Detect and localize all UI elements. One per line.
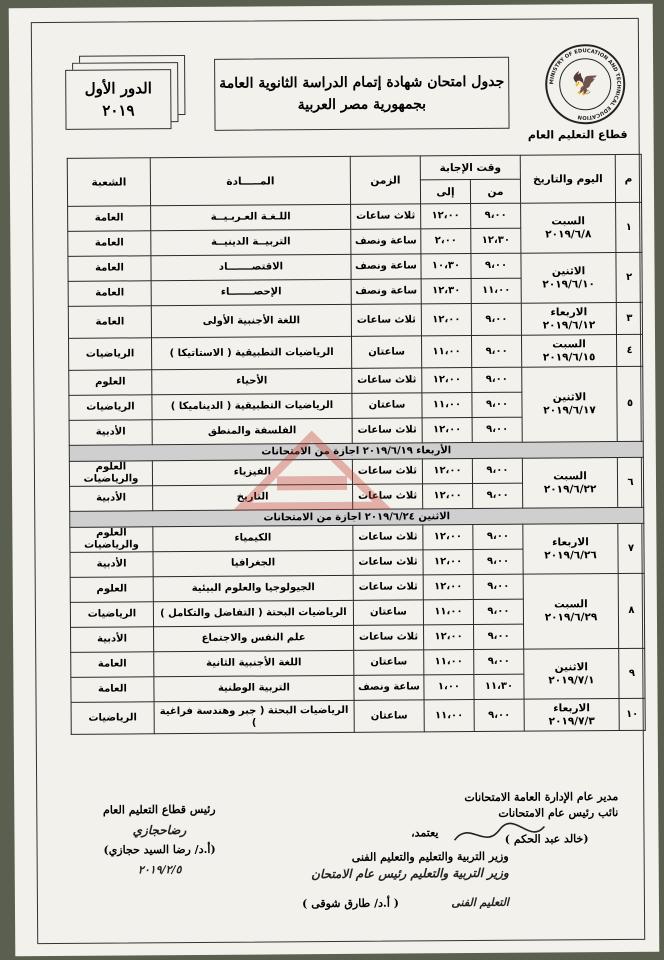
row-number: ٢ <box>616 252 642 302</box>
duration: ثلاث ساعات <box>354 625 424 650</box>
exam-date: ٢٠١٩/٦/٢٢ <box>543 482 597 496</box>
branch: الأدبية <box>71 627 154 653</box>
svg-text:MINISTRY OF EDUCATION AND TECH: MINISTRY OF EDUCATION AND TECHNICAL EDUCATION <box>549 48 622 121</box>
exam-date: ٢٠١٩/٦/٢٦ <box>544 548 597 562</box>
duration: ثلاث ساعات <box>353 484 423 509</box>
subject: الرياضيات التطبيقية ( الديناميكا ) <box>152 393 352 419</box>
row-number: ٧ <box>618 523 644 573</box>
left-handwritten-signature: رضاحجازي <box>132 823 187 838</box>
branch: العامة <box>68 256 151 282</box>
time-to: ١٠،٣٠ <box>421 254 471 279</box>
row-number: ٩ <box>619 648 645 698</box>
branch: الأدبية <box>70 486 153 512</box>
time-from: ٩،٠٠ <box>472 367 522 392</box>
time-from: ١٢،٣٠ <box>471 228 521 253</box>
subject: التاريخ <box>153 484 353 510</box>
holiday-note: الاثنين ٢٠١٩/٦/٢٤ اجازة من الامتحانات <box>70 507 644 527</box>
day-date <box>523 574 619 650</box>
duration: ثلاث ساعات <box>353 525 423 550</box>
header-subject: المـــــادة <box>150 156 350 205</box>
duration: ساعة ونصف <box>354 675 424 700</box>
branch: الأدبية <box>70 552 153 578</box>
day-name: الاربعاء <box>552 535 589 548</box>
table-row <box>69 366 643 395</box>
time-from: ٩،٠٠ <box>472 392 522 417</box>
stamp-text: وزير التربية والتعليم رئيس عام الامتحان <box>311 865 509 882</box>
time-to: ١٢،٠٠ <box>423 550 473 575</box>
subject: الكيمياء <box>153 525 353 551</box>
time-to: ١٢،٠٠ <box>423 525 473 550</box>
document-page <box>9 4 660 956</box>
day-name: الاثنين <box>554 660 589 673</box>
exam-date: ٢٠١٩/٦/٢٩ <box>544 611 598 624</box>
table-row <box>68 202 642 231</box>
header-num: م <box>615 154 641 202</box>
duration: ثلاث ساعات <box>353 575 423 600</box>
round-badge <box>65 55 190 134</box>
signature-center <box>302 825 509 912</box>
row-number: ٨ <box>618 573 645 648</box>
center-signer-title: وزير التربية والتعليم والتعليم الفنى <box>351 849 509 864</box>
time-from: ٩،٠٠ <box>473 524 523 549</box>
duration: ساعة ونصف <box>351 229 421 254</box>
branch: الأدبية <box>69 420 152 446</box>
round-label: الدور الأول <box>84 79 152 98</box>
duration: ثلاث ساعات <box>352 459 422 484</box>
header-duration: الزمن <box>350 156 420 204</box>
day-date <box>524 699 619 732</box>
header-day-date: اليوم والتاريخ <box>520 155 615 204</box>
approval-label: يعتمد، <box>411 826 439 840</box>
day-date <box>521 203 616 254</box>
exam-date: ٢٠١٩/٦/١٥ <box>542 350 596 364</box>
subject: الإحصـــــــاء <box>151 279 351 305</box>
sector-label: قطاع التعليم العام <box>527 127 628 142</box>
branch: العامة <box>71 652 154 678</box>
badge-front-sheet <box>65 69 171 130</box>
row-number: ٥ <box>617 366 644 441</box>
right-signer-name: (خالد عبد الحكم ) <box>504 832 589 846</box>
left-signer-title: رئيس قطاع التعليم العام <box>102 802 216 817</box>
left-signer-name: (أ.د/ رضا السيد حجازي) <box>103 842 216 857</box>
header-to: إلى <box>420 180 470 204</box>
duration: ساعة ونصف <box>351 254 421 279</box>
subject: اللغة الأجنبية الثانية <box>154 650 354 676</box>
exam-date: ٢٠١٩/٦/١٠ <box>542 277 595 291</box>
row-number: ١ <box>616 202 642 252</box>
subject: التربيــة الدينيــة <box>151 229 351 255</box>
subject: الاقتصـــــــاد <box>151 254 351 280</box>
branch: الرياضيات <box>69 395 152 421</box>
day-date <box>524 649 619 700</box>
day-date <box>521 303 616 336</box>
subject: التربية الوطنية <box>154 675 354 701</box>
branch: العامة <box>71 677 154 703</box>
document-title <box>214 57 509 131</box>
holiday-note: الأربعاء ٢٠١٩/٦/١٩ اجازة من الامتحانات <box>69 441 643 461</box>
row-number: ٤ <box>617 334 643 366</box>
branch: العلوم <box>69 370 152 396</box>
duration: ثلاث ساعات <box>353 550 423 575</box>
branch: العلوم <box>70 577 153 603</box>
header-branch: الشعبة <box>67 158 150 207</box>
time-from: ٩،٠٠ <box>471 303 521 335</box>
table-row <box>68 252 642 281</box>
subject: اللـغـة العـربـيــة <box>151 204 351 230</box>
time-from: ٩،٠٠ <box>473 483 523 508</box>
time-from: ٩،٠٠ <box>473 549 523 574</box>
branch: الرياضيات <box>70 602 153 628</box>
duration: ثلاث ساعات <box>352 368 422 393</box>
time-to: ١٢،٠٠ <box>423 484 473 509</box>
subject: الجيولوجيا والعلوم البيئية <box>153 575 353 601</box>
exam-date: ٢٠١٩/٧/١ <box>548 673 595 687</box>
branch: العلوم والرياضيات <box>70 527 153 553</box>
subject: اللغة الأجنبية الأولى <box>151 304 351 337</box>
time-to: ١٢،٠٠ <box>423 575 473 600</box>
time-from: ٩،٠٠ <box>473 599 523 624</box>
subject: الجغرافيا <box>153 550 353 576</box>
day-date <box>523 524 618 575</box>
time-from: ٩،٠٠ <box>471 203 521 228</box>
branch: الرياضيات <box>71 702 154 735</box>
time-to: ١١،٠٠ <box>422 393 472 418</box>
day-name: السبت <box>551 214 586 227</box>
table-row <box>71 648 645 677</box>
day-name: الاثنين <box>552 391 587 404</box>
subject: الأحياء <box>152 368 352 394</box>
table-row <box>70 523 644 552</box>
day-date <box>521 253 616 304</box>
time-to: ١١،٠٠ <box>424 700 474 732</box>
subject: الفيزياء <box>152 459 352 485</box>
exam-date: ٢٠١٩/٧/٣ <box>548 714 595 728</box>
ministry-logo <box>545 44 626 125</box>
time-from: ٩،٠٠ <box>472 417 522 442</box>
duration: ثلاث ساعات <box>352 418 422 443</box>
time-from: ١١،٣٠ <box>474 674 524 699</box>
duration: ساعتان <box>354 700 424 732</box>
day-date <box>522 335 617 368</box>
duration: ثلاث ساعات <box>351 304 421 336</box>
exam-date: ٢٠١٩/٦/٨ <box>545 227 592 241</box>
time-to: ١١،٠٠ <box>421 336 471 368</box>
time-to: ١٢،٠٠ <box>424 625 474 650</box>
branch: العامة <box>68 306 151 339</box>
day-date <box>522 458 617 509</box>
table-row <box>69 457 643 486</box>
logo-ring-text <box>545 44 626 125</box>
eagle-emblem-icon: 🦅 <box>559 58 611 110</box>
stamp-text-2: التعليم الفنى <box>451 895 509 910</box>
time-to: ١٢،٣٠ <box>421 279 471 304</box>
day-name: السبت <box>552 337 586 350</box>
duration: ساعة ونصف <box>351 279 421 304</box>
day-name: الاربعاء <box>553 701 590 714</box>
time-to: ٢،٠٠ <box>421 229 471 254</box>
title-line-1: جدول امتحان شهادة إتمام الدراسة الثانوية العامة <box>219 73 505 92</box>
time-to: ١٢،٠٠ <box>422 368 472 393</box>
left-signature-date: ٢٠١٩/٢/٥ <box>137 863 182 877</box>
table-row <box>70 573 644 602</box>
header-answer-time: وقت الإجابة <box>420 155 520 180</box>
branch: العامة <box>68 231 151 257</box>
time-from: ٩،٠٠ <box>474 699 524 731</box>
time-to: ١١،٠٠ <box>423 600 473 625</box>
duration: ساعتان <box>353 600 423 625</box>
day-name: السبت <box>553 469 587 482</box>
duration: ثلاث ساعات <box>351 204 421 229</box>
row-number: ٣ <box>616 302 642 334</box>
duration: ساعتان <box>354 650 424 675</box>
day-name: الاثنين <box>551 264 586 277</box>
subject: علم النفس والاجتماع <box>154 625 354 651</box>
time-from: ٩،٠٠ <box>473 574 523 599</box>
signature-left <box>74 802 245 879</box>
exam-date: ٢٠١٩/٦/١٢ <box>542 318 596 332</box>
branch: العامة <box>68 281 151 307</box>
time-to: ١٢،٠٠ <box>422 459 472 484</box>
table-row <box>71 698 645 734</box>
duration: ساعتان <box>352 393 422 418</box>
day-date <box>522 367 618 443</box>
time-from: ٩،٠٠ <box>471 253 521 278</box>
time-from: ٩،٠٠ <box>472 335 522 367</box>
subject: الرياضيات البحتة ( التفاضل والتكامل ) <box>153 600 353 626</box>
day-name: السبت <box>554 598 588 611</box>
time-from: ٩،٠٠ <box>474 624 524 649</box>
time-from: ٩،٠٠ <box>474 649 524 674</box>
center-signer-name: ( أ.د/ طارق شوقى ) <box>302 896 400 911</box>
subject: الرياضيات البحتة ( جبر وهندسة فراغية ) <box>154 700 354 733</box>
time-from: ١١،٠٠ <box>471 278 521 303</box>
time-to: ١٢،٠٠ <box>421 304 471 336</box>
round-year: ٢٠١٩ <box>102 101 135 120</box>
table-row <box>68 302 642 338</box>
subject: الفلسفة والمنطق <box>152 418 352 444</box>
table-row <box>69 334 643 370</box>
title-line-2: بجمهورية مصر العربية <box>297 96 427 114</box>
header-from: من <box>470 179 520 203</box>
exam-date: ٢٠١٩/٦/١٧ <box>543 404 596 417</box>
time-to: ١٢،٠٠ <box>421 204 471 229</box>
right-signer-title: مدير عام الإدارة العامة الامتحانات <box>464 790 619 805</box>
exam-schedule-table <box>67 154 646 735</box>
branch: العامة <box>68 206 151 232</box>
row-number: ٦ <box>617 457 643 507</box>
right-signer-subtitle: نائب رئيس عام الامتحانات <box>498 806 619 820</box>
time-to: ١١،٠٠ <box>424 650 474 675</box>
time-to: ١،٠٠ <box>424 675 474 700</box>
row-number: ١٠ <box>619 698 645 730</box>
duration: ساعتان <box>351 336 421 368</box>
subject: الرياضيات التطبيقية ( الاستاتيكا ) <box>152 336 352 369</box>
day-name: الاربعاء <box>550 305 588 318</box>
branch: العلوم والرياضيات <box>69 461 152 487</box>
time-from: ٩،٠٠ <box>472 458 522 483</box>
time-to: ١٢،٠٠ <box>422 418 472 443</box>
branch: الرياضيات <box>69 338 152 371</box>
